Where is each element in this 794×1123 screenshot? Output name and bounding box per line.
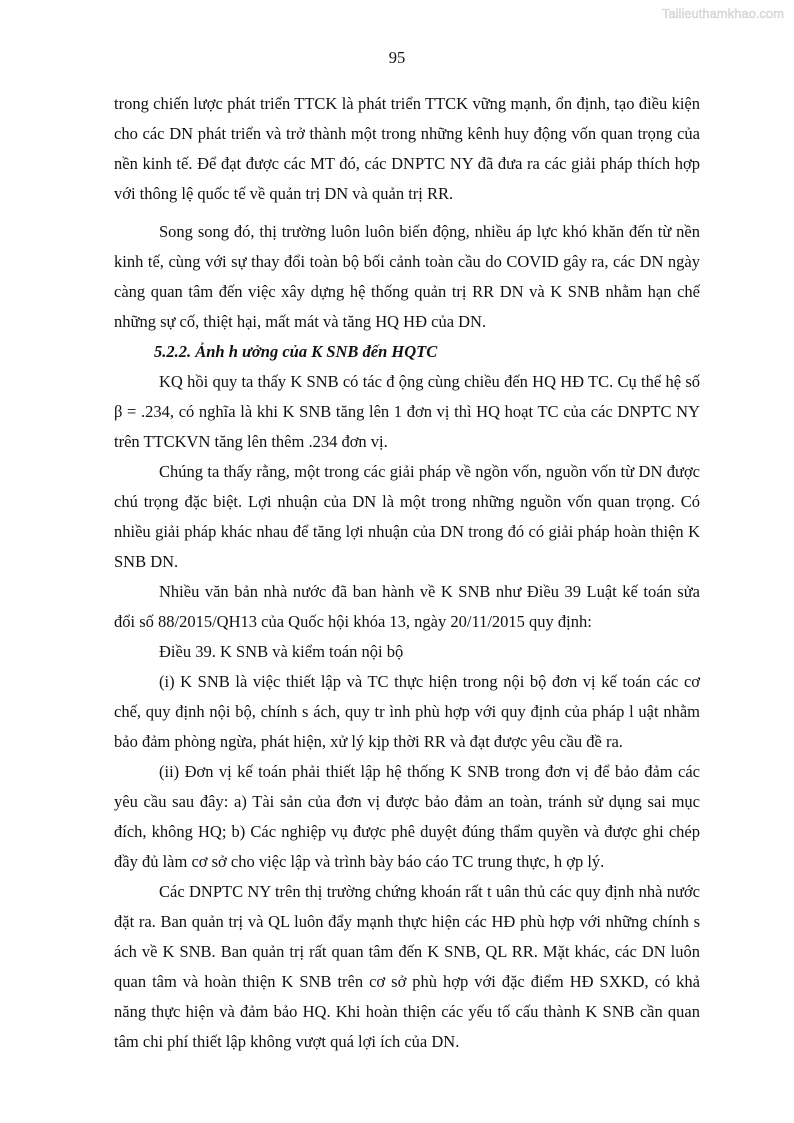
section-heading: 5.2.2. Ảnh h ưởng của K SNB đến HQTC bbox=[154, 342, 438, 361]
paragraph-capital-solutions: Chúng ta thấy rằng, một trong các giải pháp về ngồn vốn, nguồn vốn từ DN được chú trọng đặc biệt. Lợi nhuận của DN là một trong những nguồn vốn quan trọng. Có nhiều giải pháp khác nhau để tăng lợi nhuận của DN trong đó có giải pháp hoàn thiện K SNB DN. bbox=[114, 462, 700, 571]
paragraph-covid-context: Song song đó, thị trường luôn luôn biến động, nhiều áp lực khó khăn đến từ nền kinh tế, cùng với sự thay đổi toàn bộ bối cảnh toàn cầu do COVID gây ra, các DN ngày càng quan tâm đến việc xây dựng hệ thống quản trị RR DN và K SNB nhằm hạn chế những sự cố, thiệt hại, mất mát và tăng HQ HĐ của DN. bbox=[114, 222, 700, 331]
paragraph-continuation: trong chiến lược phát triển TTCK là phát triển TTCK vững mạnh, ổn định, tạo điều kiện cho các DN phát triển và trở thành một trong những kênh huy động vốn quan trọng của nền kinh tế. Để đạt được các MT đó, các DNPTC NY đã đưa ra các giải pháp thích hợp với thông lệ quốc tế về quản trị DN và quản trị RR. bbox=[114, 94, 700, 203]
article-39-title: Điều 39. K SNB và kiểm toán nội bộ bbox=[159, 642, 404, 661]
article-39-clause-i: (i) K SNB là việc thiết lập và TC thực hiện trong nội bộ đơn vị kế toán các cơ chế, quy định nội bộ, chính s ách, quy tr ình phù hợp với quy định của pháp l uật nhằm bảo đảm phòng ngừa, phát hiện, xử lý kịp thời RR và đạt được yêu cầu đề ra. bbox=[114, 672, 700, 751]
article-39-clause-ii: (ii) Đơn vị kế toán phải thiết lập hệ thống K SNB trong đơn vị để bảo đảm các yêu cầu sau đây: a) Tài sản của đơn vị được bảo đảm an toàn, tránh sử dụng sai mục đích, không HQ; b) Các nghiệp vụ được phê duyệt đúng thẩm quyền và được ghi chép đầy đủ làm cơ sở cho việc lập và trình bày báo cáo TC trung thực, h ợp lý. bbox=[114, 762, 700, 871]
page-number: 95 bbox=[388, 48, 406, 67]
document-body bbox=[114, 89, 700, 1057]
paragraph-legal-documents: Nhiều văn bản nhà nước đã ban hành về K SNB như Điều 39 Luật kế toán sửa đổi số 88/2015/QH13 của Quốc hội khóa 13, ngày 20/11/2015 quy định: bbox=[114, 582, 700, 631]
paragraph-regression-result: KQ hồi quy ta thấy K SNB có tác đ ộng cùng chiều đến HQ HĐ TC. Cụ thể hệ số β = .234, có nghĩa là khi K SNB tăng lên 1 đơn vị thì HQ hoạt TC của các DNPTC NY trên TTCKVN tăng lên thêm .234 đơn vị. bbox=[114, 372, 700, 451]
paragraph-compliance: Các DNPTC NY trên thị trường chứng khoán rất t uân thủ các quy định nhà nước đặt ra. Ban quản trị và QL luôn đẩy mạnh thực hiện các HĐ phù hợp với những chính s ách về K SNB. Ban quản trị rất quan tâm đến K SNB, QL RR. Mặt khác, các DN luôn quan tâm và hoàn thiện K SNB trên cơ sở phù hợp với đặc điểm HĐ SXKD, có khả năng thực hiện và đảm bảo HQ. Khi hoàn thiện các yếu tố cấu thành K SNB cần quan tâm chi phí thiết lập không vượt quá lợi ích của DN. bbox=[114, 882, 700, 1051]
watermark: Tailieuthamkhao.com bbox=[661, 6, 784, 21]
